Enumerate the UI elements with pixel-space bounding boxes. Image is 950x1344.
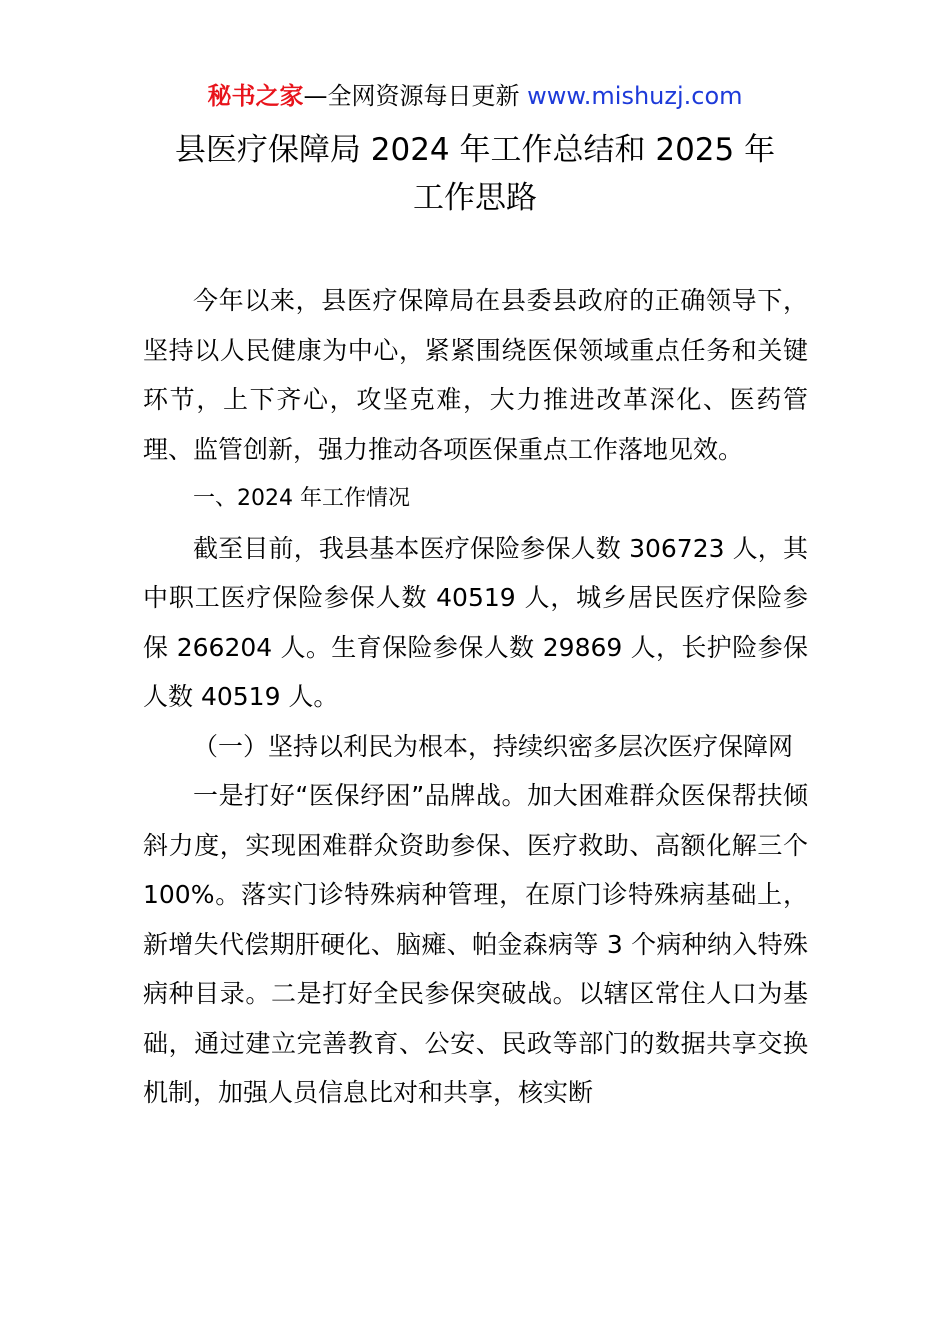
section-heading-2024: 一、2024 年工作情况 [193,486,410,511]
document-title [0,128,950,220]
site-link[interactable]: www.mishuzj.com [527,82,743,110]
title-line-1: 县医疗保障局 2024 年工作总结和 2025 年 [174,132,776,168]
paragraph-enrollment: 截至目前，我县基本医疗保险参保人数 306723 人，其中职工医疗保险参保人数 40519 人，城乡居民医疗保险参保 266204 人。生育保险参保人数 29869 人，长护险参保人数 40519 人。 [143,533,808,711]
document-body [143,276,808,1118]
header-tagline: —全网资源每日更新 [303,82,528,110]
brand-name: 秘书之家 [207,82,304,110]
paragraph-intro: 今年以来，县医疗保障局在县委县政府的正确领导下，坚持以人民健康为中心，紧紧围绕医保领域重点任务和关键环节，上下齐心，攻坚克难，大力推进改革深化、医药管理、监管创新，强力推动各项医保重点工作落地见效。 [143,286,808,464]
paragraph-measures: 一是打好“医保纾困”品牌战。加大困难群众医保帮扶倾斜力度，实现困难群众资助参保、医疗救助、高额化解三个 100%。落实门诊特殊病种管理，在原门诊特殊病基础上，新增失代偿期肝硬化、脑瘫、帕金森病等 3 个病种纳入特殊病种目录。二是打好全民参保突破战。以辖区常住人口为基础，通过建立完善教育、公安、民政等部门的数据共享交换机制，加强人员信息比对和共享，核实断 [143,781,808,1107]
subsection-heading-1: （一）坚持以利民为根本，持续织密多层次医疗保障网 [193,731,794,761]
watermark-header [0,80,950,112]
title-line-2: 工作思路 [413,180,537,216]
